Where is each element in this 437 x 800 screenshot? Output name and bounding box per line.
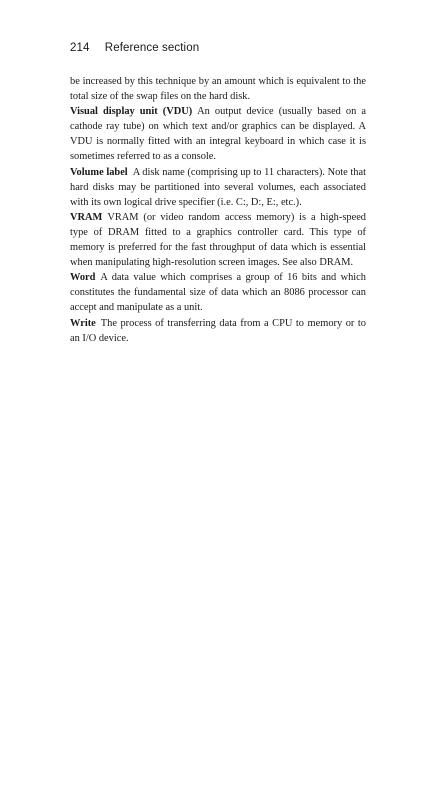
glossary-entry-word <box>70 270 366 315</box>
page-number: 214 <box>70 42 90 54</box>
entry-term: VRAM <box>70 211 103 223</box>
entry-definition: The process of transferring data from a CPU to memory or to an I/O device. <box>70 317 366 344</box>
glossary-entry-write <box>70 316 366 346</box>
entry-definition: VRAM (or video random access memory) is a high-speed type of DRAM fitted to a graphics controller card. This type of memory is preferred for the fast throughput of data which is essential when manipulating high-resolution screen images. See also DRAM. <box>70 211 366 269</box>
entry-definition: An output device (usually based on a cathode ray tube) on which text and/or graphics can be displayed. A VDU is normally fitted with an integral keyboard in which case it is sometimes referred to as a console. <box>70 106 366 163</box>
entry-definition: A disk name (comprising up to 11 characters). Note that hard disks may be partitioned into several volumes, each associated with its own logical drive specifier (i.e. C:, D:, E:, etc.). <box>70 166 367 208</box>
entry-term: Write <box>70 317 96 329</box>
entry-term: Visual display unit (VDU) <box>70 106 193 118</box>
glossary-body <box>70 74 366 346</box>
glossary-entry-volume-label <box>70 165 366 210</box>
glossary-entry-vram <box>70 210 366 270</box>
section-title: Reference section <box>104 42 200 54</box>
entry-term: Word <box>70 272 96 284</box>
entry-term: Volume label <box>70 166 128 178</box>
entry-definition: A data value which comprises a group of 16 bits and which constitutes the fundamental size of data which an 8086 processor can accept and manipulate as a unit. <box>70 272 366 314</box>
continuation-paragraph: be increased by this technique by an amount which is equivalent to the total size of the swap files on the hard disk. <box>70 76 366 103</box>
running-head <box>70 42 199 54</box>
glossary-entry-vdu <box>70 104 366 164</box>
